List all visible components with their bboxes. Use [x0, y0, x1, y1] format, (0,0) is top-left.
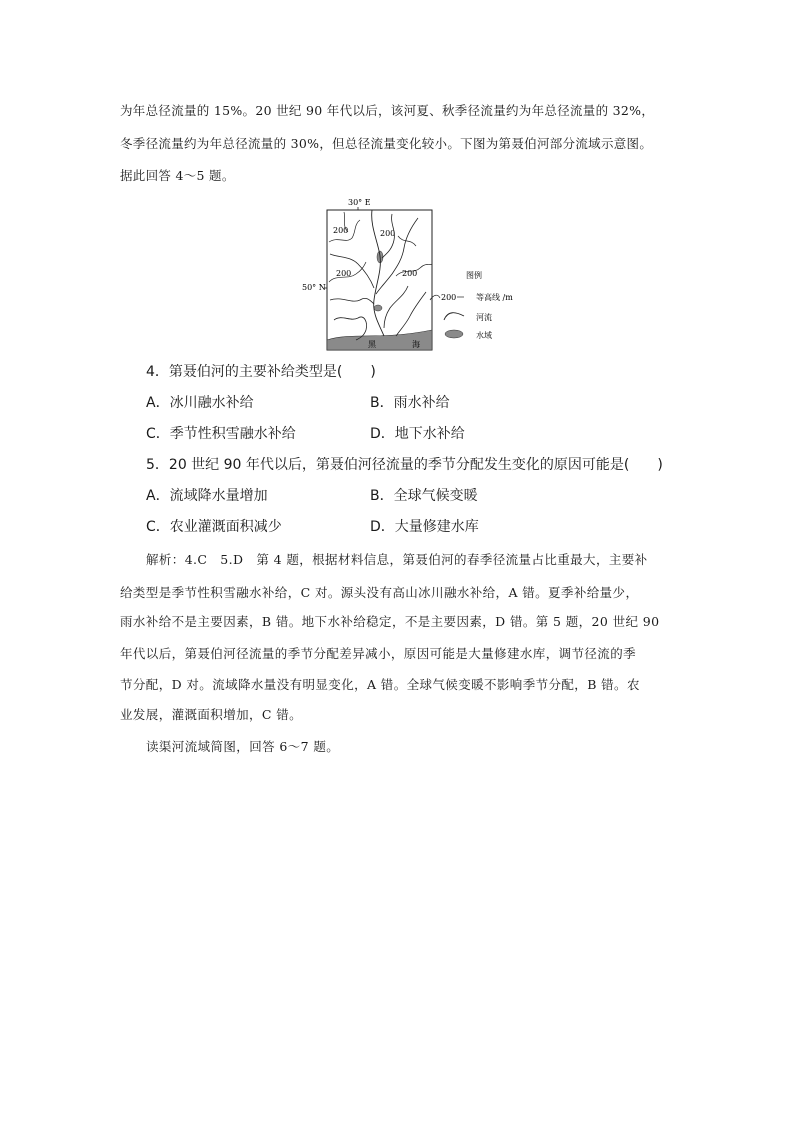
intro-line-3: 据此回答 4～5 题。 — [120, 168, 235, 183]
next-question-intro: 读渠河流域简图，回答 6～7 题。 — [146, 739, 340, 754]
q5-option-a: A．流域降水量增加 — [146, 488, 268, 504]
legend-water-symbol — [445, 330, 463, 338]
sea-label: 黑 — [368, 340, 376, 349]
contour-label: 200 — [402, 269, 418, 278]
dnieper-basin-map — [300, 196, 540, 356]
q4-option-a: A．冰川融水补给 — [146, 395, 254, 411]
intro-line-1: 为年总径流量的 15%。20 世纪 90 年代以后，该河夏、秋季径流量约为年总径流量的 32%， — [120, 103, 655, 118]
legend-river-symbol — [444, 313, 464, 320]
analysis-line-3: 雨水补给不是主要因素，B 错。地下水补给稳定，不是主要因素，D 错。第 5 题，20 世纪 90 — [120, 614, 660, 629]
river — [330, 298, 374, 304]
contour-label: 200 — [380, 229, 396, 238]
contour-label: 200 — [336, 269, 352, 278]
reservoir — [374, 305, 382, 311]
longitude-label: 30° E — [348, 198, 371, 207]
contour-label: 200 — [333, 226, 349, 235]
q4-option-c: C．季节性积雪融水补给 — [146, 426, 296, 442]
river — [384, 286, 408, 328]
q5-option-b: B．全球气候变暖 — [370, 488, 478, 504]
analysis-line-4: 年代以后，第聂伯河径流量的季节分配差异减小，原因可能是大量修建水库，调节径流的季 — [120, 646, 637, 661]
analysis-line-2: 给类型是季节性积雪融水补给，C 对。源头没有高山冰川融水补给，A 错。夏季补给量少， — [120, 585, 639, 600]
intro-line-2: 冬季径流量约为年总径流量的 30%，但总径流量变化较小。下图为第聂伯河部分流域示意图。 — [120, 136, 653, 151]
q4-option-d: D．地下水补给 — [370, 426, 465, 442]
legend-title: 图例 — [466, 271, 482, 280]
analysis-line-5: 节分配，D 对。流域降水量没有明显变化，A 错。全球气候变暖不影响季节分配，B 错。农 — [120, 677, 640, 692]
river — [396, 292, 426, 336]
legend-water-label: 水域 — [476, 331, 492, 340]
q5-option-c: C．农业灌溉面积减少 — [146, 519, 282, 535]
latitude-label: 50° N — [302, 283, 326, 292]
q4-option-b: B．雨水补给 — [370, 395, 450, 411]
analysis-line-1: 解析：4.C 5.D 第 4 题，根据材料信息，第聂伯河的春季径流量占比重最大，主要补 — [146, 552, 648, 567]
sea-label: 海 — [412, 340, 420, 349]
analysis-line-6: 业发展，灌溉面积增加，C 错。 — [120, 707, 303, 722]
legend-contour-value: 200 — [441, 293, 457, 302]
q5-stem: 5．20 世纪 90 年代以后，第聂伯河径流量的季节分配发生变化的原因可能是( ) — [146, 457, 663, 473]
q5-option-d: D．大量修建水库 — [370, 519, 479, 535]
legend-contour-label: 等高线 /m — [476, 293, 513, 302]
legend-river-label: 河流 — [476, 313, 492, 322]
q4-stem: 4．第聂伯河的主要补给类型是( ) — [146, 364, 376, 380]
map-svg — [300, 196, 540, 356]
